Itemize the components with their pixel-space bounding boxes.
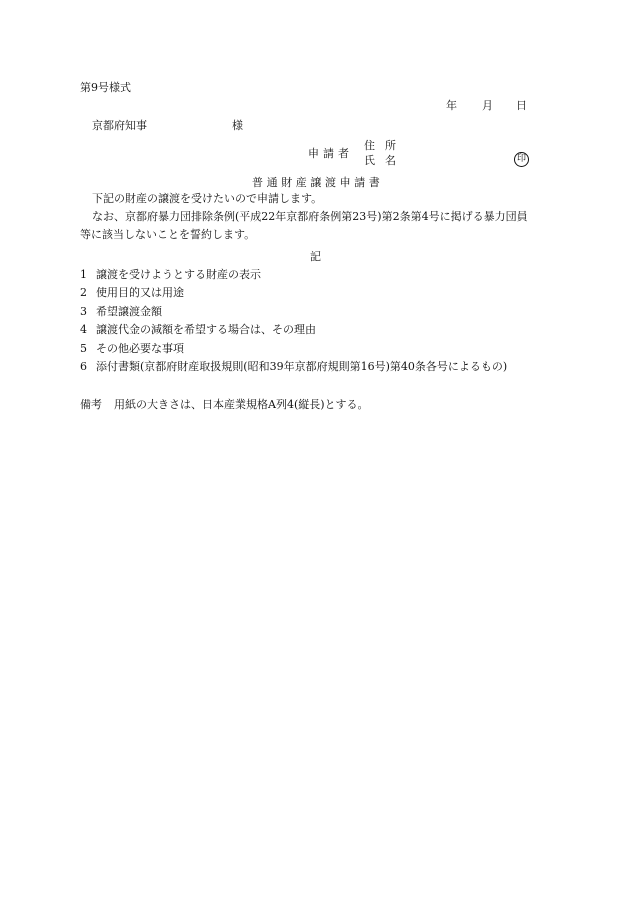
list-item-number: 2 xyxy=(80,286,87,299)
list-item xyxy=(80,343,184,354)
list-item xyxy=(80,361,507,372)
date-year-label: 年 xyxy=(446,99,457,112)
list-item-text: その他必要な事項 xyxy=(96,342,184,355)
pledge-paragraph-line2: 等に該当しないことを誓約します。 xyxy=(80,228,256,241)
form-number: 第9号様式 xyxy=(80,81,131,94)
list-item-text: 譲渡代金の減額を希望する場合は、その理由 xyxy=(96,323,316,336)
list-item-number: 5 xyxy=(80,342,87,355)
name-label: 氏名 xyxy=(364,154,406,167)
date-month-label: 月 xyxy=(482,99,493,112)
list-item-number: 6 xyxy=(80,360,87,373)
list-item-text: 譲渡を受けようとする財産の表示 xyxy=(96,268,261,281)
list-item xyxy=(80,324,316,335)
address-label: 住所 xyxy=(364,139,406,152)
applicant-label: 申請者 xyxy=(308,147,353,160)
addressee-name: 京都府知事 xyxy=(92,119,147,132)
document-title: 普通財産譲渡申請書 xyxy=(252,176,384,189)
list-item-number: 3 xyxy=(80,305,87,318)
list-item-text: 希望譲渡金額 xyxy=(96,305,162,318)
request-paragraph: 下記の財産の譲渡を受けたいので申請します。 xyxy=(92,192,323,205)
list-item-number: 1 xyxy=(80,268,87,281)
ki-heading: 記 xyxy=(310,250,321,263)
list-item xyxy=(80,306,162,317)
list-item xyxy=(80,287,184,298)
remarks xyxy=(80,399,369,410)
pledge-paragraph-line1: なお、京都府暴力団排除条例(平成22年京都府条例第23号)第2条第4号に掲げる暴力団員 xyxy=(92,210,528,223)
date-day-label: 日 xyxy=(516,99,527,112)
seal-mark-icon: 印 xyxy=(514,152,529,167)
list-item-text: 添付書類(京都府財産取扱規則(昭和39年京都府規則第16号)第40条各号によるもの) xyxy=(96,360,508,373)
list-item-text: 使用目的又は用途 xyxy=(96,286,184,299)
list-item xyxy=(80,269,261,280)
addressee-honorific: 様 xyxy=(232,119,243,132)
list-item-number: 4 xyxy=(80,323,87,336)
remarks-text: 用紙の大きさは、日本産業規格A列4(縦長)とする。 xyxy=(114,398,369,411)
remarks-label: 備考 xyxy=(80,398,102,411)
